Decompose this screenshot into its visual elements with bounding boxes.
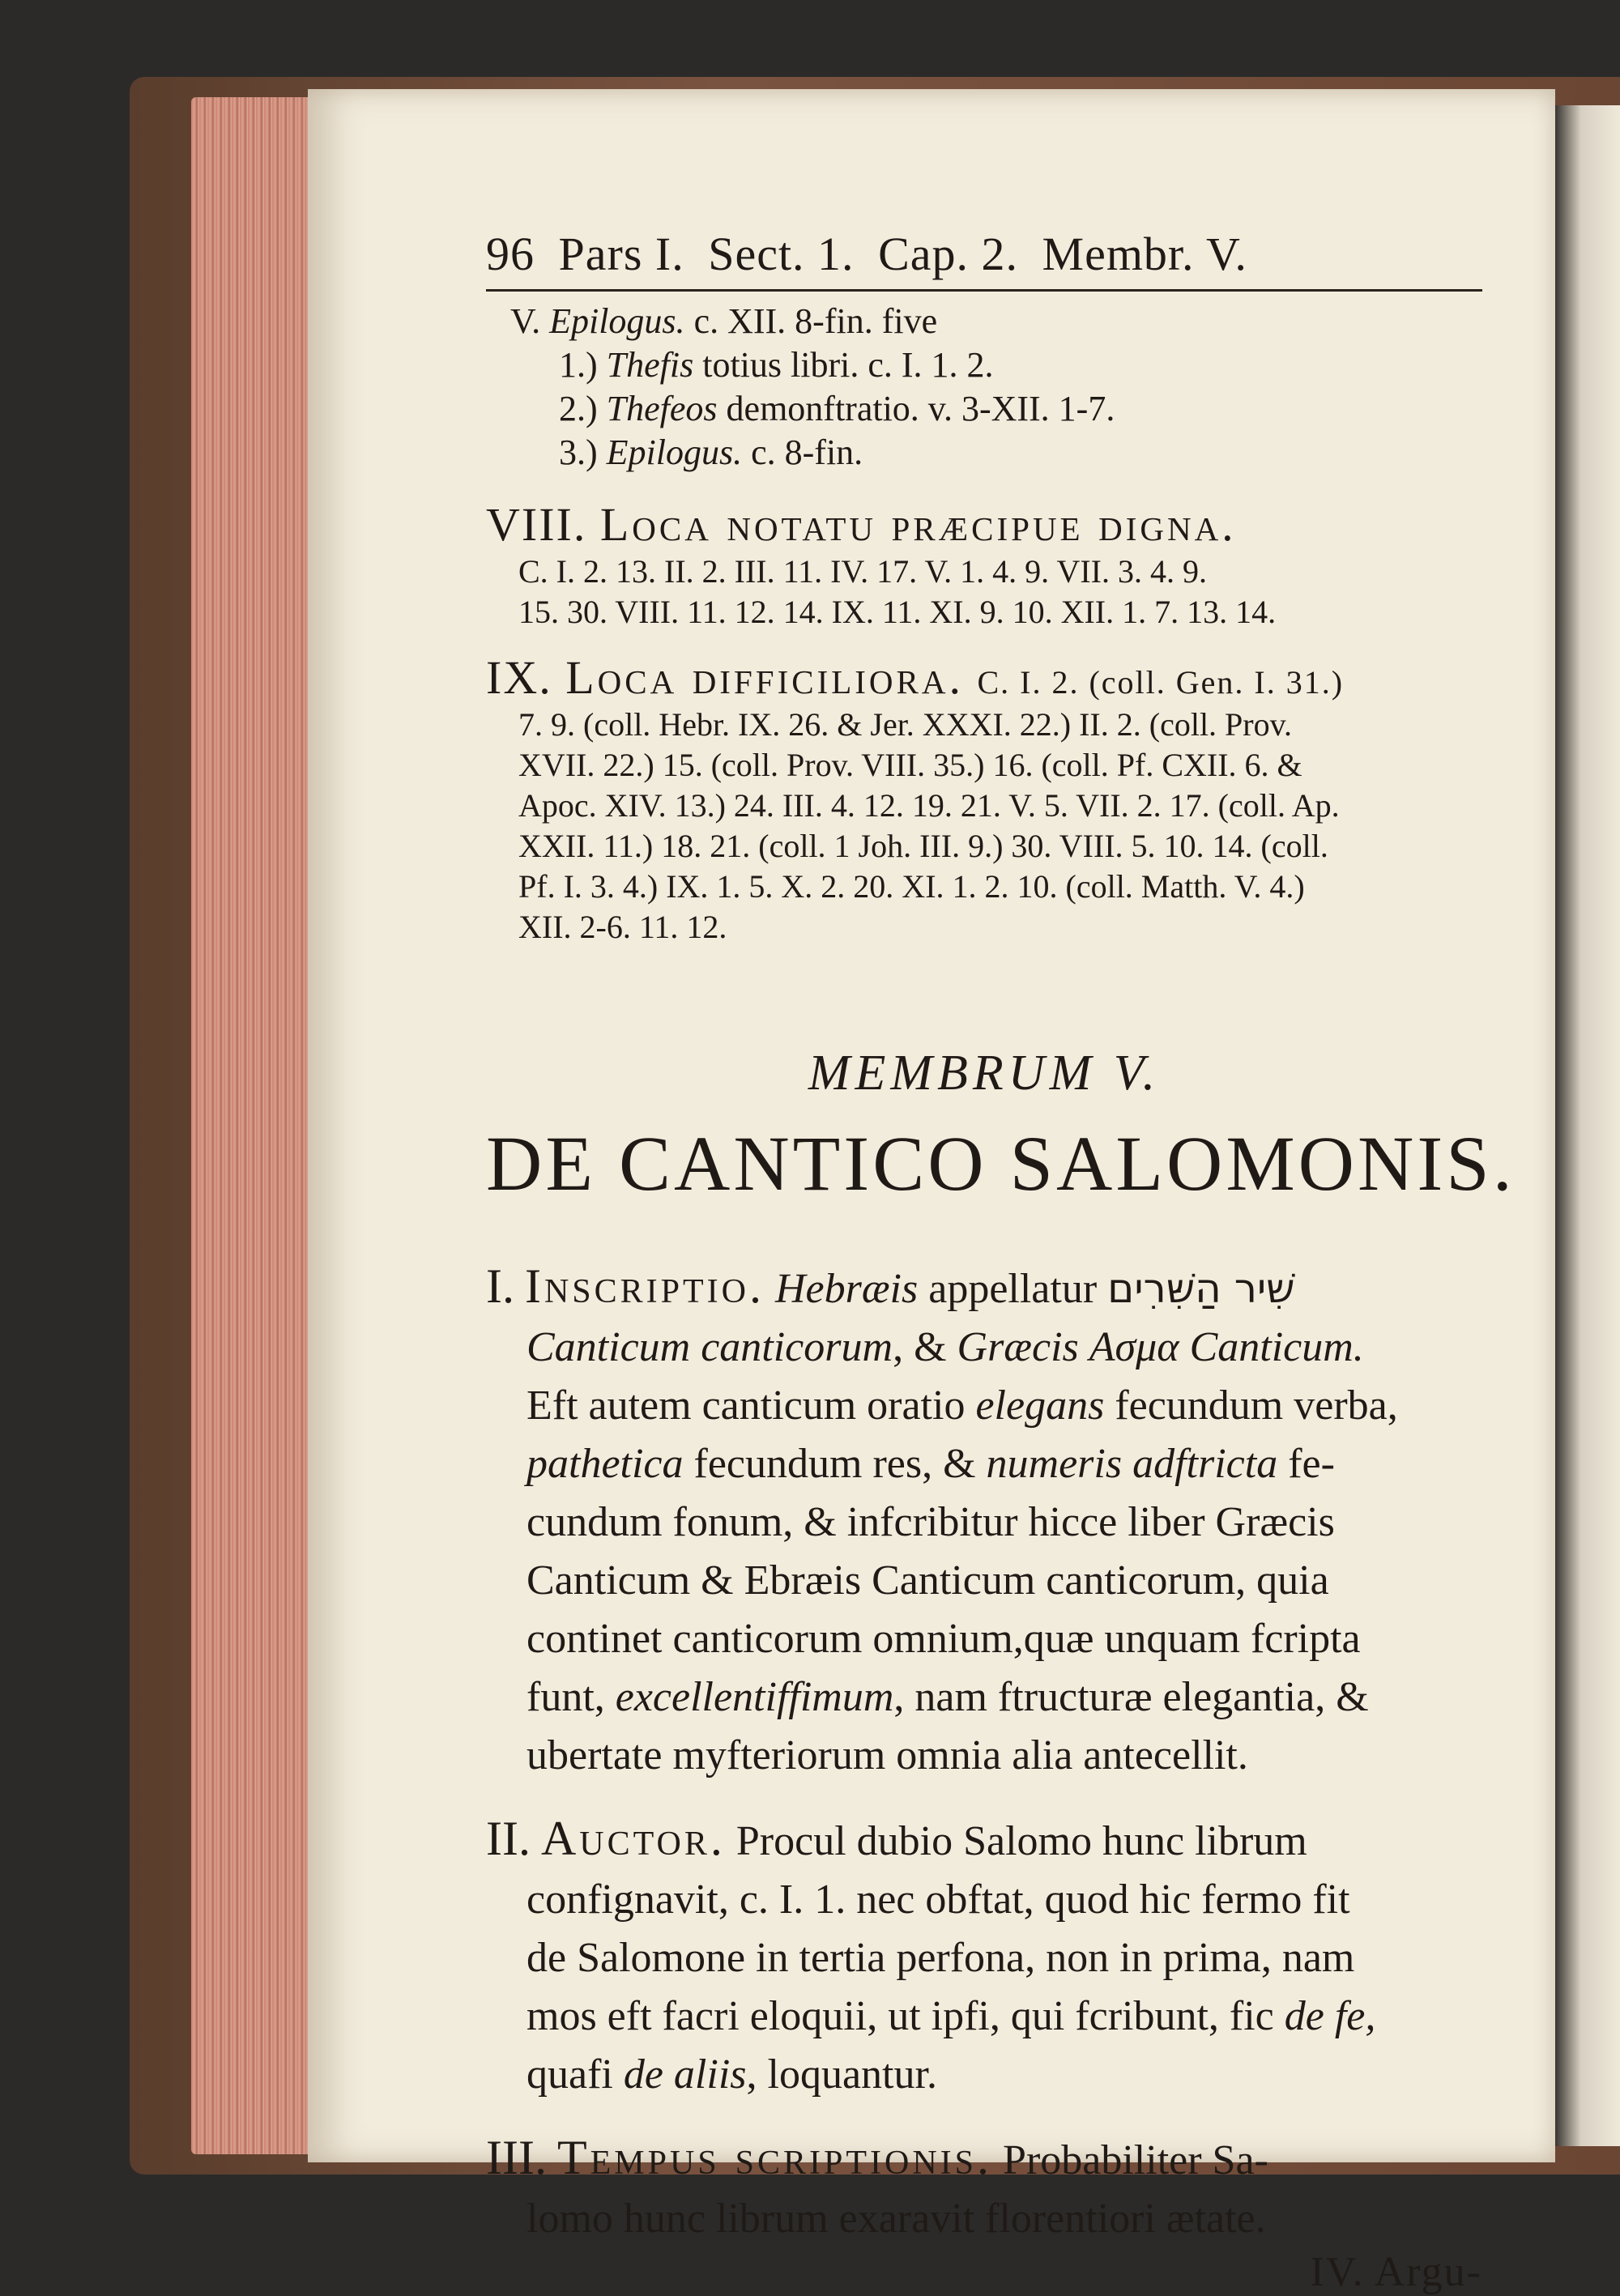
- section-line: de Salomone in tertia perfona, non in prima, nam: [526, 1935, 1355, 1981]
- section-line: Canticum & Ebræis Canticum canticorum, quia: [526, 1557, 1329, 1604]
- book-page: [308, 89, 1555, 2295]
- section-line: pathetica fecundum res, & numeris adftricta fe-: [526, 1441, 1335, 1487]
- section-line: lomo hunc librum exaravit florentiori ætate.: [526, 2196, 1266, 2242]
- reference-line: XII. 2-6. 11. 12.: [518, 909, 727, 945]
- section-line: ubertate myfteriorum omnia alia antecellit.: [526, 1732, 1248, 1778]
- reference-line: Pf. I. 3. 4.) IX. 1. 5. X. 2. 20. XI. 1. 2. 10. (coll. Matth. V. 4.): [518, 868, 1305, 905]
- section-line: mos eft facri eloquii, ut ipfi, qui fcribunt, fic de fe,: [526, 1993, 1376, 2039]
- reference-line: XXII. 11.) 18. 21. (coll. 1 Joh. III. 9.) 30. VIII. 5. 10. 14. (coll.: [518, 828, 1328, 864]
- head-cap: Cap. 2.: [878, 228, 1018, 280]
- section-heading: VIII. Loca notatu præcipue digna.: [486, 498, 1237, 551]
- section-ii: [486, 1809, 1482, 2104]
- section-line: cundum fonum, & infcribitur hicce liber Græcis: [526, 1499, 1335, 1545]
- section-i: [486, 1257, 1482, 1785]
- section-line: Canticum canticorum, & Græcis Ασμα Canticum.: [526, 1324, 1364, 1370]
- epilogus-line: 2.) Thefeos demonftratio. v. 3-XII. 1-7.: [559, 389, 1115, 428]
- reference-line: 15. 30. VIII. 11. 12. 14. IX. 11. XI. 9. 10. XII. 1. 7. 13. 14.: [518, 594, 1277, 630]
- reference-line: 7. 9. (coll. Hebr. IX. 26. & Jer. XXXI. 22.) II. 2. (coll. Prov.: [518, 706, 1293, 743]
- hebrew-text: שִׁיר הַשִּׁרִים: [1107, 1265, 1295, 1312]
- section-line: funt, excellentiffimum, nam ftructuræ elegantia, &: [526, 1674, 1369, 1720]
- section-line: Eft autem canticum oratio elegans fecundum verba,: [526, 1382, 1398, 1429]
- page-number: 96: [486, 228, 535, 280]
- membrum-heading: MEMBRUM V.: [808, 1046, 1161, 1101]
- section-line: II. Auctor. Procul dubio Salomo hunc librum: [486, 1812, 1307, 1865]
- page-edges: [191, 97, 313, 2154]
- head-pars: Pars I.: [558, 228, 684, 280]
- section-line: confignavit, c. I. 1. nec obftat, quod hic fermo fit: [526, 1876, 1350, 1923]
- section-line: continet canticorum omnium,quæ unquam fcripta: [526, 1616, 1361, 1662]
- catchword: IV. Argu-: [1310, 2249, 1482, 2295]
- reference-line: C. I. 2. 13. II. 2. III. 11. IV. 17. V. 1. 4. 9. VII. 3. 4. 9.: [518, 553, 1207, 590]
- reference-line: XVII. 22.) 15. (coll. Prov. VIII. 35.) 16. (coll. Pf. CXII. 6. &: [518, 747, 1302, 783]
- section-iii: [486, 2128, 1482, 2248]
- running-head: [486, 227, 1482, 292]
- chapter-title: DE CANTICO SALOMONIS.: [486, 1120, 1516, 1207]
- epilogus-line: 3.) Epilogus. c. 8-fin.: [559, 432, 863, 472]
- page-content: [486, 227, 1516, 2296]
- section-line: quafi de aliis, loquantur.: [526, 2051, 937, 2098]
- head-sect: Sect. 1.: [708, 228, 855, 280]
- reference-line: Apoc. XIV. 13.) 24. III. 4. 12. 19. 21. V. 5. VII. 2. 17. (coll. Ap.: [518, 787, 1340, 824]
- greek-text: Ασμα: [1089, 1324, 1179, 1370]
- section-line: III. Tempus scriptionis. Probabiliter Sa-: [486, 2131, 1268, 2184]
- section-ix: [486, 650, 1482, 948]
- epilogus-block: [486, 300, 1482, 475]
- epilogus-line: V. Epilogus. c. XII. 8-fin. five: [510, 301, 938, 341]
- head-membr: Membr. V.: [1042, 228, 1247, 280]
- section-line: I. Inscriptio. Hebræis appellatur שִׁיר הַשִּׁרִים: [486, 1259, 1295, 1313]
- section-heading: IX. Loca difficiliora. C. I. 2. (coll. Gen. I. 31.): [486, 651, 1345, 704]
- facing-page-edge: [1555, 105, 1620, 2146]
- section-viii: [486, 497, 1482, 633]
- epilogus-line: 1.) Thefis totius libri. c. I. 1. 2.: [559, 345, 994, 385]
